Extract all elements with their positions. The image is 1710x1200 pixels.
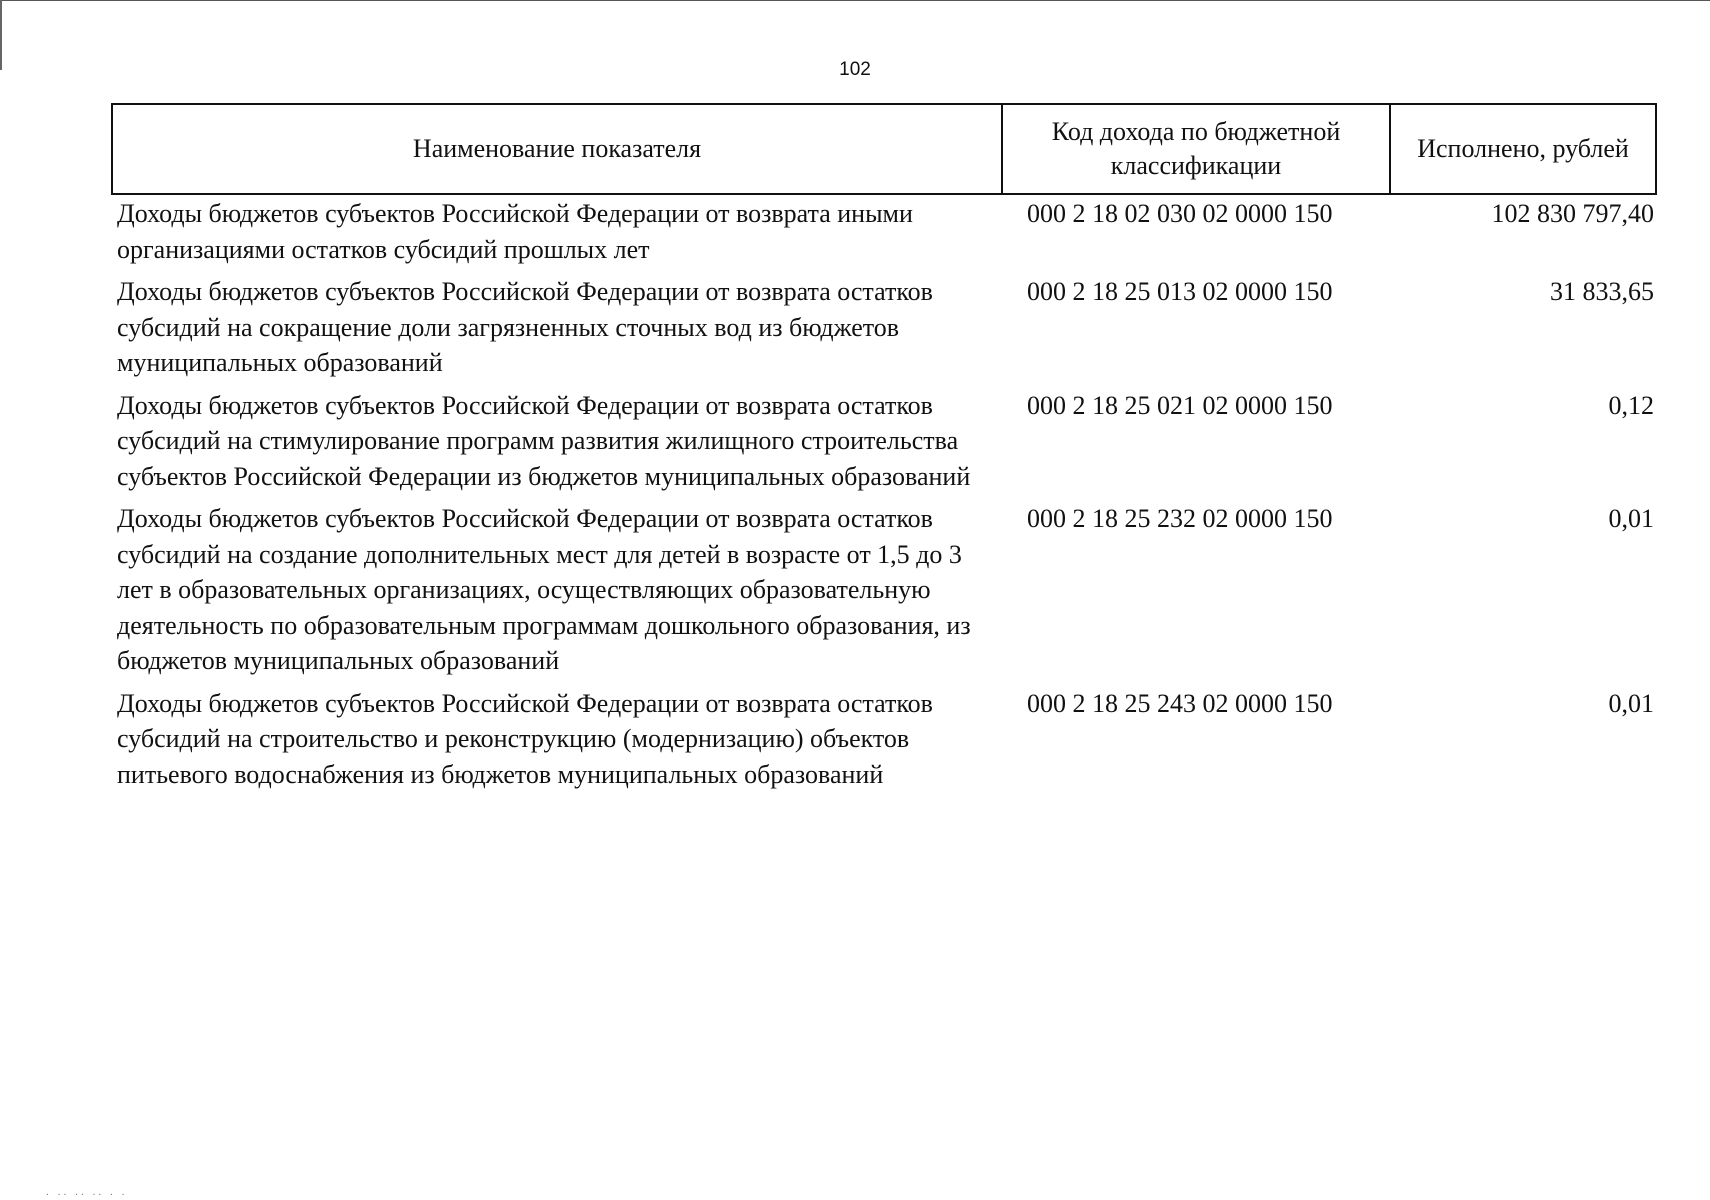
- indicator-name-cell: Доходы бюджетов субъектов Российской Федерации от возврата остатков субсидий на строительство и реконструкцию (модернизацию) объектов питьевого водоснабжения из бюджетов муниципальных образований: [117, 688, 933, 789]
- scan-noise: · ·· ·· ·· · ·: [45, 1190, 127, 1199]
- table-header-row: [112, 104, 1656, 194]
- revenue-table: [111, 103, 1657, 797]
- table-row: [112, 272, 1656, 386]
- executed-amount-cell: 0,01: [1608, 504, 1654, 533]
- indicator-name-cell: Доходы бюджетов субъектов Российской Федерации от возврата иными организациями остатков субсидий прошлых лет: [117, 199, 913, 264]
- indicator-name-cell: Доходы бюджетов субъектов Российской Федерации от возврата остатков субсидий на стимулирование программ развития жилищного строительства субъектов Российской Федерации из бюджетов муниципальных образований: [117, 390, 971, 491]
- executed-amount-cell: 0,01: [1608, 688, 1654, 718]
- executed-amount-cell: 31 833,65: [1550, 277, 1654, 306]
- header-indicator-name: Наименование показателя: [112, 104, 1002, 194]
- executed-amount-cell: 0,12: [1608, 390, 1654, 420]
- table-row: [112, 499, 1656, 684]
- table-row: [112, 386, 1656, 500]
- indicator-name-cell: Доходы бюджетов субъектов Российской Федерации от возврата остатков субсидий на сокращение доли загрязненных сточных вод из бюджетов муниципальных образований: [117, 277, 933, 377]
- header-revenue-code: Код дохода по бюджетной классификации: [1002, 104, 1390, 194]
- page-number: 102: [839, 59, 871, 80]
- revenue-code-cell: 000 2 18 25 243 02 0000 150: [1027, 688, 1333, 718]
- indicator-name-cell: Доходы бюджетов субъектов Российской Федерации от возврата остатков субсидий на создание дополнительных мест для детей в возрасте от 1,5 до 3 лет в образовательных организациях, осуществляющих образовательную деятельность по образовательным программам дошкольного образования, из бюджетов муниципальных образований: [117, 504, 971, 675]
- revenue-code-cell: 000 2 18 02 030 02 0000 150: [1027, 199, 1333, 228]
- header-executed-amount: Исполнено, рублей: [1390, 104, 1656, 194]
- revenue-code-cell: 000 2 18 25 013 02 0000 150: [1027, 277, 1333, 306]
- revenue-code-cell: 000 2 18 25 232 02 0000 150: [1027, 504, 1333, 533]
- table-row: [112, 194, 1656, 272]
- executed-amount-cell: 102 830 797,40: [1491, 199, 1654, 228]
- scan-border-top: [0, 0, 1710, 1]
- revenue-code-cell: 000 2 18 25 021 02 0000 150: [1027, 390, 1333, 420]
- table-row: [112, 684, 1656, 798]
